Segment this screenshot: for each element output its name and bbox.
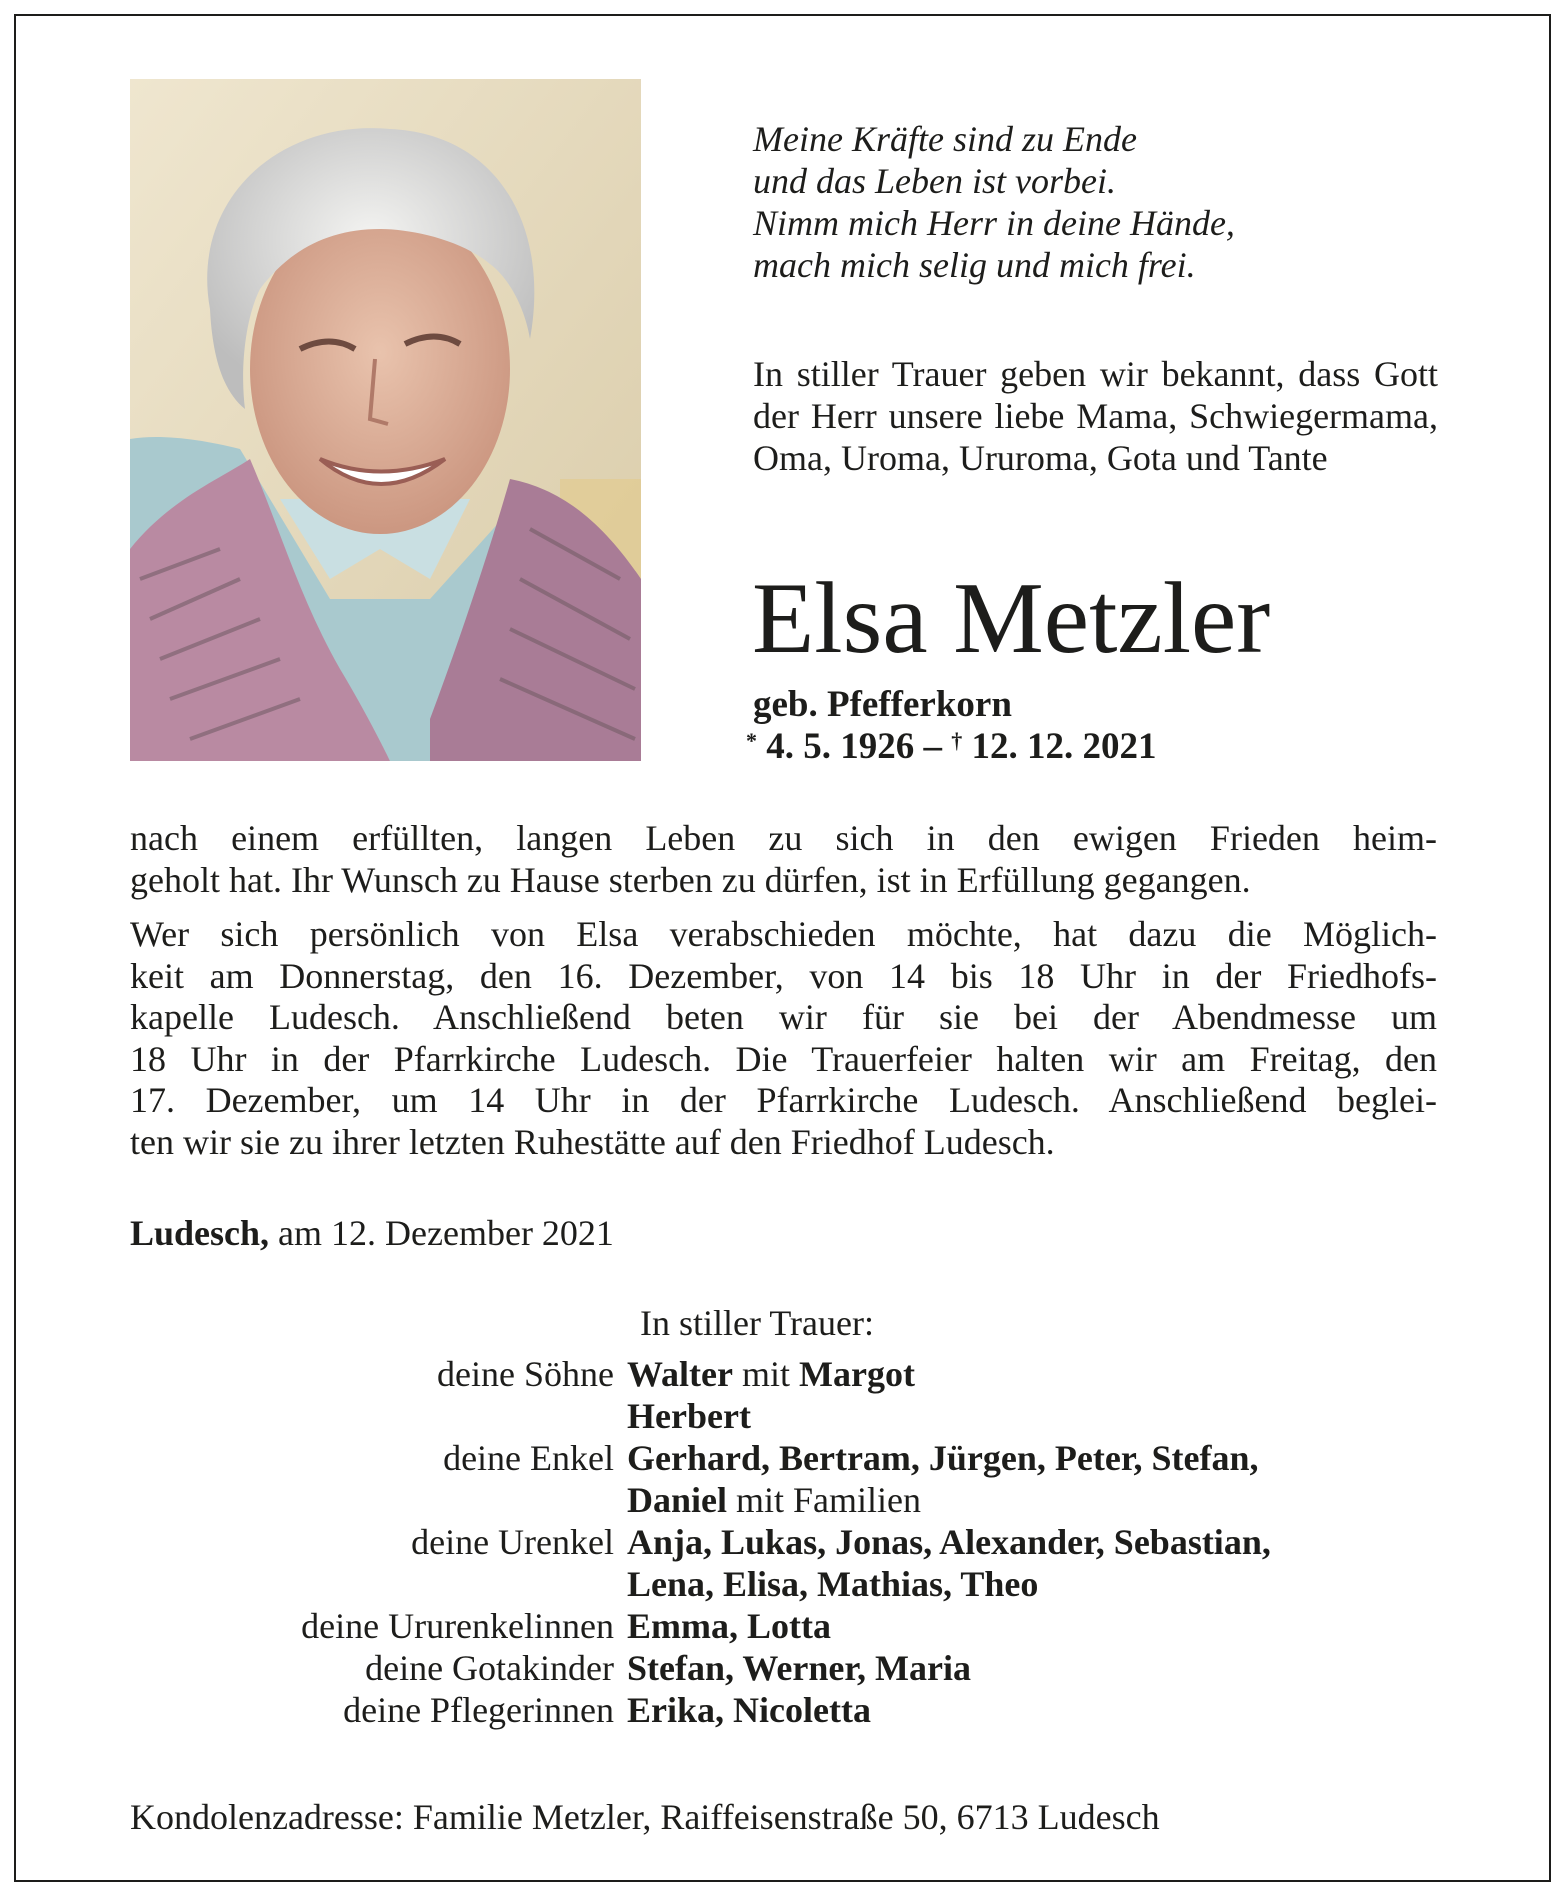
mourner-names — [627, 1605, 831, 1647]
mourner-row — [130, 1647, 1460, 1689]
poem-line: mach mich selig und mich frei. — [753, 245, 1196, 285]
mourner-name: Daniel — [627, 1480, 728, 1520]
body-line: geholt hat. Ihr Wunsch zu Hause sterben zu dürfen, ist in Erfüllung gegangen. — [130, 859, 1251, 900]
mourner-name: Margot — [798, 1354, 915, 1394]
body-line: kapelle Ludesch. Anschließend beten wir für sie bei der Abendmesse um — [130, 997, 1437, 1037]
mourner-names — [627, 1479, 921, 1521]
mourner-names — [627, 1353, 915, 1395]
place: Ludesch, — [130, 1213, 270, 1253]
mourner-relation: deine Ururenkelinnen — [301, 1606, 614, 1646]
birth-symbol: * — [746, 728, 757, 753]
mourner-names — [627, 1689, 871, 1731]
body-paragraph-1 — [130, 818, 1437, 901]
mourner-connector: mit — [732, 1354, 799, 1394]
place-and-date — [130, 1212, 614, 1254]
date: am 12. Dezember 2021 — [269, 1213, 614, 1253]
mourner-relation — [130, 1563, 627, 1605]
mourner-relation: deine Enkel — [443, 1438, 614, 1478]
mourner-relation: deine Urenkel — [411, 1522, 614, 1562]
body-line: 17. Dezember, um 14 Uhr in der Pfarrkirche Ludesch. Anschließend beglei- — [130, 1080, 1437, 1120]
mourner-relation — [130, 1479, 627, 1521]
life-dates — [746, 726, 1157, 768]
mourner-relation: deine Pflegerinnen — [343, 1690, 614, 1730]
body-line: keit am Donnerstag, den 16. Dezember, von 14 bis 18 Uhr in der Friedhofs- — [130, 955, 1437, 996]
mourner-names — [627, 1647, 971, 1689]
body-line: Wer sich persönlich von Elsa verabschieden möchte, hat dazu die Möglich- — [130, 914, 1437, 954]
mourner-names — [627, 1521, 1271, 1563]
mourner-name: Emma, Lotta — [627, 1606, 831, 1646]
mourner-name: Walter — [627, 1354, 733, 1394]
poem — [753, 118, 1453, 286]
mourner-row — [130, 1395, 1460, 1437]
poem-line: und das Leben ist vorbei. — [753, 161, 1116, 201]
death-symbol: † — [951, 728, 963, 753]
mourner-names — [627, 1395, 751, 1437]
mourner-name: Anja, Lukas, Jonas, Alexander, Sebastian, — [627, 1522, 1271, 1562]
mourner-name: Lena, Elisa, Mathias, Theo — [627, 1564, 1039, 1604]
mourner-row — [130, 1605, 1460, 1647]
date-separator: – — [923, 726, 942, 767]
mourner-row — [130, 1563, 1460, 1605]
condolence-address: Kondolenzadresse: Familie Metzler, Raiffeisenstraße 50, 6713 Ludesch — [130, 1797, 1160, 1837]
mourner-row — [130, 1437, 1460, 1479]
mourners-heading: In stiller Trauer: — [640, 1303, 874, 1343]
mourner-names — [627, 1563, 1038, 1605]
mourner-relation — [130, 1395, 627, 1437]
body-line: nach einem erfüllten, langen Leben zu sich in den ewigen Frieden heim- — [130, 818, 1437, 858]
mourner-row — [130, 1479, 1460, 1521]
mourner-connector: mit Familien — [727, 1480, 922, 1520]
mourner-name: Herbert — [627, 1396, 751, 1436]
birth-date: 4. 5. 1926 — [766, 726, 915, 767]
mourner-name: Erika, Nicoletta — [627, 1690, 871, 1730]
deceased-name: Elsa Metzler — [752, 562, 1271, 675]
body-line: ten wir sie zu ihrer letzten Ruhestätte auf den Friedhof Ludesch. — [130, 1121, 1055, 1162]
mourner-name: Stefan, Werner, Maria — [627, 1648, 971, 1688]
mourner-relation: deine Söhne — [437, 1354, 614, 1394]
mourner-name: Gerhard, Bertram, Jürgen, Peter, Stefan, — [627, 1438, 1259, 1478]
poem-line: Nimm mich Herr in deine Hände, — [753, 203, 1235, 243]
mourner-row — [130, 1689, 1460, 1731]
mourner-relation: deine Gotakinder — [365, 1648, 614, 1688]
mourners-list — [130, 1353, 1460, 1731]
mourner-row — [130, 1521, 1460, 1563]
body-line: 18 Uhr in der Pfarrkirche Ludesch. Die Trauerfeier halten wir am Freitag, den — [130, 1038, 1437, 1079]
portrait-photo — [130, 79, 641, 761]
body-paragraph-2 — [130, 914, 1437, 1163]
mourner-row — [130, 1353, 1460, 1395]
birth-name: geb. Pfefferkorn — [753, 684, 1012, 725]
death-date: 12. 12. 2021 — [971, 726, 1157, 767]
mourner-names — [627, 1437, 1259, 1479]
announcement-intro: In stiller Trauer geben wir bekannt, dass Gott der Herr unsere liebe Mama, Schwiegermama, Oma, Uroma, Ururoma, Gota und Tante — [753, 354, 1438, 478]
poem-line: Meine Kräfte sind zu Ende — [753, 119, 1137, 159]
portrait-image — [130, 79, 641, 761]
